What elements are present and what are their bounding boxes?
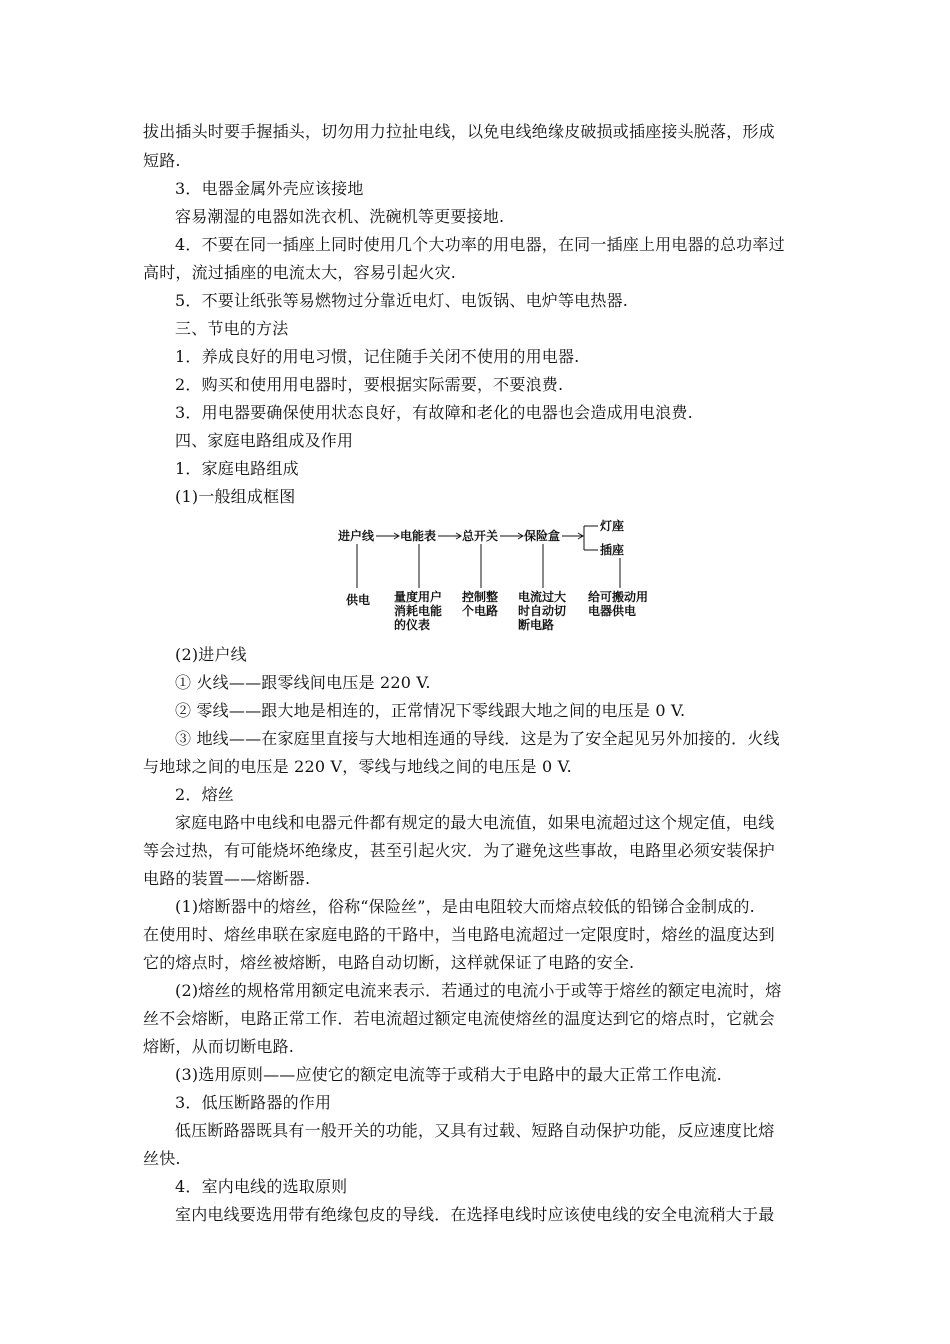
section-heading: 四、家庭电路组成及作用 (175, 431, 354, 450)
section-heading: 4．室内电线的选取原则 (175, 1177, 348, 1196)
diagram-note: 量度用户 (394, 590, 443, 604)
diagram-note: 的仪表 (394, 618, 431, 632)
paragraph-line: (2)熔丝的规格常用额定电流来表示．若通过的电流小于或等于熔丝的额定电流时，熔 (175, 981, 782, 1000)
diagram-box-label: 电能表 (400, 529, 437, 543)
paragraph-line: 高时，流过插座的电流太大，容易引起火灾. (143, 263, 457, 282)
paragraph-line: 4．不要在同一插座上同时使用几个大功率的用电器，在同一插座上用电器的总功率过 (175, 235, 785, 254)
diagram-box-label: 总开关 (462, 529, 499, 543)
diagram-note: 个电路 (462, 604, 499, 618)
section-heading: (2)进户线 (175, 645, 247, 664)
paragraph-line: 低压断路器既具有一般开关的功能，又具有过载、短路自动保护功能，反应速度比熔 (175, 1121, 775, 1140)
section-heading: (1)一般组成框图 (175, 487, 296, 506)
section-heading: 3．低压断路器的作用 (175, 1093, 332, 1112)
diagram-output-label: 灯座 (600, 519, 625, 533)
diagram-note: 电流过大 (518, 590, 567, 604)
paragraph-line: (1)熔断器中的熔丝，俗称“保险丝”，是由电阻较大而熔点较低的铅锑合金制成的. (175, 897, 755, 916)
paragraph-line: 家庭电路中电线和电器元件都有规定的最大电流值，如果电流超过这个规定值，电线 (175, 813, 775, 832)
paragraph-line: 与地球之间的电压是 220 V，零线与地线之间的电压是 0 V. (143, 757, 572, 776)
paragraph-line: ② 零线——跟大地是相连的，正常情况下零线跟大地之间的电压是 0 V. (175, 701, 686, 720)
diagram-note: 时自动切 (518, 604, 567, 618)
diagram-note: 断电路 (518, 618, 555, 632)
diagram-output-label: 插座 (600, 543, 625, 557)
paragraph-line: 2．购买和使用用电器时，要根据实际需要，不要浪费. (175, 375, 564, 394)
paragraph-line: 熔断，从而切断电路. (143, 1037, 295, 1056)
paragraph-line: 等会过热，有可能烧坏绝缘皮，甚至引起火灾．为了避免这些事故，电路里必须安装保护 (143, 841, 775, 860)
paragraph-line: (3)选用原则——应使它的额定电流等于或稍大于电路中的最大正常工作电流. (175, 1065, 722, 1084)
paragraph-line: 在使用时、熔丝串联在家庭电路的干路中，当电路电流超过一定限度时，熔丝的温度达到 (143, 925, 775, 944)
paragraph-line: 短路. (143, 151, 181, 170)
diagram-note: 给可搬动用 (588, 590, 649, 604)
paragraph-line: 丝快. (143, 1149, 181, 1168)
paragraph-line: 电路的装置——熔断器. (143, 869, 311, 888)
diagram-note: 消耗电能 (394, 604, 443, 618)
section-heading: 三、节电的方法 (175, 319, 289, 338)
paragraph-line: 室内电线要选用带有绝缘包皮的导线．在选择电线时应该使电线的安全电流稍大于最 (175, 1205, 775, 1224)
diagram-note: 供电 (346, 593, 371, 607)
section-heading: 3．电器金属外壳应该接地 (175, 179, 364, 198)
section-heading: 1．家庭电路组成 (175, 459, 299, 478)
paragraph-line: 3．用电器要确保使用状态良好，有故障和老化的电器也会造成用电浪费. (175, 403, 693, 422)
diagram-note: 电器供电 (588, 604, 637, 618)
paragraph-line: ③ 地线——在家庭里直接与大地相连通的导线．这是为了安全起见另外加接的．火线 (175, 729, 780, 748)
paragraph-line: 5．不要让纸张等易燃物过分靠近电灯、电饭锅、电炉等电热器. (175, 291, 629, 310)
diagram-box-label: 保险盒 (524, 529, 561, 543)
paragraph-line: 它的熔点时，熔丝被熔断，电路自动切断，这样就保证了电路的安全. (143, 953, 635, 972)
diagram-note: 控制整 (462, 590, 499, 604)
paragraph-line: 丝不会熔断，电路正常工作．若电流超过额定电流使熔丝的温度达到它的熔点时，它就会 (143, 1009, 775, 1028)
circuit-block-diagram (330, 512, 660, 642)
section-heading: 2．熔丝 (175, 785, 234, 804)
paragraph-line: 拔出插头时要手握插头，切勿用力拉扯电线，以免电线绝缘皮破损或插座接头脱落，形成 (143, 122, 775, 141)
paragraph-line: ① 火线——跟零线间电压是 220 V. (175, 673, 431, 692)
diagram-box-label: 进户线 (338, 529, 375, 543)
paragraph-line: 容易潮湿的电器如洗衣机、洗碗机等更要接地. (175, 207, 505, 226)
paragraph-line: 1．养成良好的用电习惯，记住随手关闭不使用的用电器. (175, 347, 580, 366)
